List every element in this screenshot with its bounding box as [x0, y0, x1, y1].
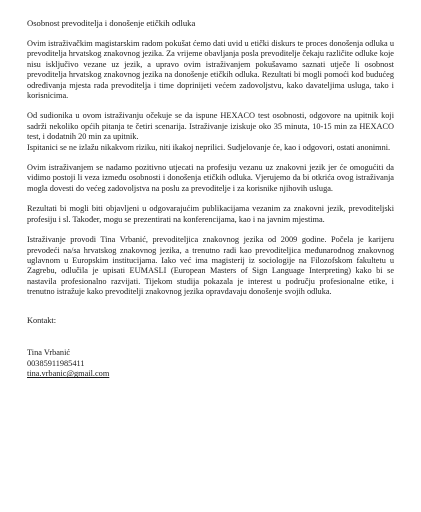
paragraph-risk: Ispitanici se ne izlažu nikakvom riziku, niti ikakoj neprilici. Sudjelovanje će, kao i odgovori, ostati anonimni.	[27, 142, 391, 152]
contact-name: Tina Vrbanić	[27, 348, 71, 358]
paragraph-researcher: Istraživanje provodi Tina Vrbanić, prevoditeljica znakovnog jezika od 2009 godine. Počela je karijeru prevodeći na/sa hrvatskog znakovnog jezika, a trenutno radi kao prevoditeljica međunarodnog znakovnog uglavnom u Europskim institucijama. Iako već ima magisterij iz sociologije na Filozofskom fakultetu u Zagrebu, odlučila je upisati EUMASLI (European Masters of Sign Language Interpreting) kako bi se nastavila profesionalno razvijati. Tijekom studija pokazala je interest u području profesionalne etike, i trenutno istražuje kako prevoditelji znakovnog jezika opravdavaju donošenje svojih odluka.	[27, 235, 394, 297]
contact-spacer	[27, 326, 394, 348]
paragraph-publication: Rezultati bi mogli biti objavljeni u odgovarajućim publikacijama vezanim za znakovni jezik, prevoditeljski profesiju i sl. Također, mogu se prezentirati na konferencijama, kao i na javnim mjestima.	[27, 204, 394, 224]
contact-block	[27, 316, 394, 380]
document-title: Osobnost prevoditelja i donošenje etičkih odluka	[27, 18, 196, 28]
paragraph-intro: Ovim istraživačkim magistarskim radom pokušat ćemo dati uvid u etički diskurs te proces donošenja odluka u prevoditelja hrvatskog znakovnog jezika. Za vrijeme obavljanja posla prevoditelje čekaju različite odluke koje nisu isključivo vezane uz jezik, a upravo ovim istraživanjem pokušavamo saznati utječe li osobnost prevoditelja hrvatskog znakovnog jezika na donošenje etičkih odluka. Rezultati bi mogli pomoći kod budućeg određivanja mjesta rada prevoditelja i time doprinijeti većem zadovoljstvu, kako davateljima usluga, tako i korisnicima.	[27, 39, 394, 101]
paragraph-impact: Ovim istraživanjem se nadamo pozitivno utjecati na profesiju vezanu uz znakovni jezik jer će omogućiti da vidimo postoji li veza između osobnosti i donošenja etičkih odluka. Vjerujemo da bi otkrića ovog istraživanja mogla dovesti do većeg zadovoljstva na poslu za prevoditelje i za korisnike njihovih usluga.	[27, 163, 394, 193]
contact-email-link[interactable]: tina.vrbanic@gmail.com	[27, 369, 110, 379]
contact-phone: 00385911985411	[27, 358, 85, 368]
contact-label: Kontakt:	[27, 315, 57, 325]
paragraph-participants: Od sudionika u ovom istraživanju očekuje se da ispune HEXACO test osobnosti, odgovore na upitnik koji sadrži nekoliko općih pitanja te četiri scenarija. Istraživanje iziskuje oko 35 minuta, 10-15 min za HEXACO test, i dodatnih 20 min za upitnik.	[27, 111, 394, 142]
